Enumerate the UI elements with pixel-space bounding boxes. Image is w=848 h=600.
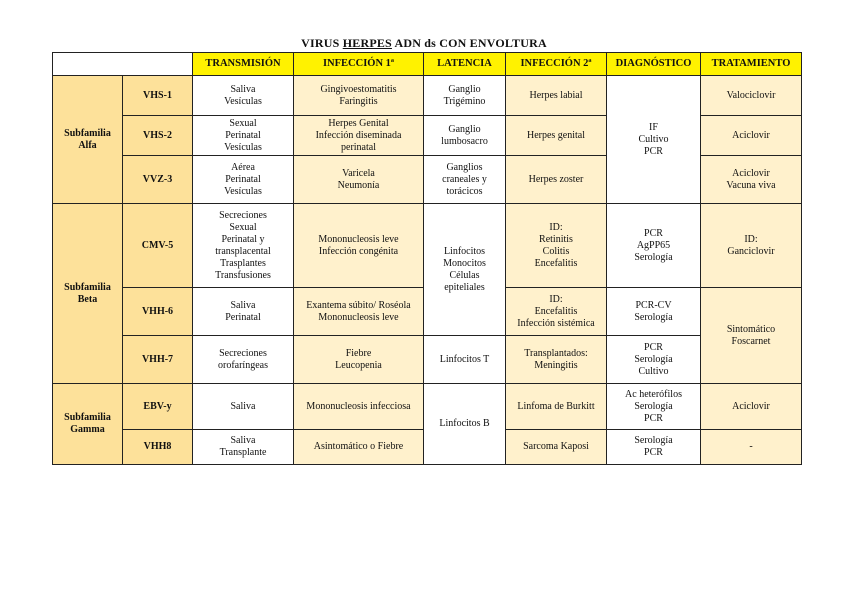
transmision-cell: Secreciones orofaríngeas <box>193 336 294 384</box>
header-tratamiento: TRATAMIENTO <box>701 53 802 76</box>
title-underlined: HERPES <box>342 36 392 50</box>
infeccion1-cell: Varicela Neumonía <box>294 156 424 204</box>
transmision-cell: Saliva Perinatal <box>193 288 294 336</box>
tratamiento-cell: Aciclovir Vacuna viva <box>701 156 802 204</box>
tratamiento-cell: Aciclovir <box>701 384 802 430</box>
infeccion2-cell: ID: Retinitis Colitis Encefalitis <box>506 204 607 288</box>
virus-name: VHH8 <box>123 430 193 465</box>
transmision-cell: Saliva <box>193 384 294 430</box>
diagnostico-cell: Ac heterófilos Serología PCR <box>607 384 701 430</box>
infeccion1-cell: Fiebre Leucopenia <box>294 336 424 384</box>
table-row <box>53 204 802 288</box>
infeccion2-cell: Linfoma de Burkitt <box>506 384 607 430</box>
latencia-beta: Linfocitos Monocitos Células epiteliales <box>424 204 506 336</box>
header-infeccion-1: INFECCIÓN 1ª <box>294 53 424 76</box>
infeccion1-cell: Exantema súbito/ Roséola Mononucleosis leve <box>294 288 424 336</box>
table-row <box>53 76 802 116</box>
family-beta: Subfamilia Beta <box>53 204 123 384</box>
table-row <box>53 384 802 430</box>
infeccion1-cell: Asintomático o Fiebre <box>294 430 424 465</box>
diagnostico-cell: Serología PCR <box>607 430 701 465</box>
diagnostico-alfa: IF Cultivo PCR <box>607 76 701 204</box>
infeccion1-cell: Mononucleosis infecciosa <box>294 384 424 430</box>
latencia-cell: Ganglio lumbosacro <box>424 116 506 156</box>
family-gamma: Subfamilia Gamma <box>53 384 123 465</box>
infeccion2-cell: Sarcoma Kaposi <box>506 430 607 465</box>
diagnostico-cell: PCR AgPP65 Serología <box>607 204 701 288</box>
latencia-cell: Ganglios craneales y torácicos <box>424 156 506 204</box>
header-diagnostico: DIAGNÓSTICO <box>607 53 701 76</box>
header-transmision: TRANSMISIÓN <box>193 53 294 76</box>
infeccion1-cell: Gingivoestomatitis Faringitis <box>294 76 424 116</box>
family-alfa: Subfamilia Alfa <box>53 76 123 204</box>
transmision-cell: Aérea Perinatal Vesículas <box>193 156 294 204</box>
infeccion2-cell: Herpes genital <box>506 116 607 156</box>
title-prefix: VIRUS <box>301 36 343 50</box>
tratamiento-cell: - <box>701 430 802 465</box>
virus-name: VVZ-3 <box>123 156 193 204</box>
tratamiento-cell: ID: Ganciclovir <box>701 204 802 288</box>
infeccion2-cell: Herpes labial <box>506 76 607 116</box>
infeccion2-cell: Herpes zoster <box>506 156 607 204</box>
infeccion2-cell: ID: Encefalitis Infección sistémica <box>506 288 607 336</box>
diagnostico-cell: PCR-CV Serología <box>607 288 701 336</box>
header-row <box>53 53 802 76</box>
virus-name: VHS-2 <box>123 116 193 156</box>
virus-name: VHH-6 <box>123 288 193 336</box>
virus-name: VHH-7 <box>123 336 193 384</box>
transmision-cell: Saliva Vesículas <box>193 76 294 116</box>
infeccion1-cell: Mononucleosis leve Infección congénita <box>294 204 424 288</box>
header-latencia: LATENCIA <box>424 53 506 76</box>
tratamiento-beta: Sintomático Foscarnet <box>701 288 802 384</box>
transmision-cell: Sexual Perinatal Vesículas <box>193 116 294 156</box>
latencia-cell: Linfocitos T <box>424 336 506 384</box>
latencia-cell: Ganglio Trigémino <box>424 76 506 116</box>
infeccion2-cell: Transplantados: Meningitis <box>506 336 607 384</box>
tratamiento-cell: Valociclovir <box>701 76 802 116</box>
page-title <box>0 36 848 51</box>
latencia-gamma: Linfocitos B <box>424 384 506 465</box>
header-blank <box>53 53 193 76</box>
virus-name: EBV-y <box>123 384 193 430</box>
diagnostico-cell: PCR Serología Cultivo <box>607 336 701 384</box>
virus-name: VHS-1 <box>123 76 193 116</box>
infeccion1-cell: Herpes Genital Infección diseminada perinatal <box>294 116 424 156</box>
header-infeccion-2: INFECCIÓN 2ª <box>506 53 607 76</box>
virus-name: CMV-5 <box>123 204 193 288</box>
tratamiento-cell: Aciclovir <box>701 116 802 156</box>
table-row <box>53 336 802 384</box>
transmision-cell: Saliva Transplante <box>193 430 294 465</box>
herpes-table <box>52 52 802 465</box>
transmision-cell: Secreciones Sexual Perinatal y transplacental Trasplantes Transfusiones <box>193 204 294 288</box>
title-suffix: ADN ds CON ENVOLTURA <box>391 36 547 50</box>
